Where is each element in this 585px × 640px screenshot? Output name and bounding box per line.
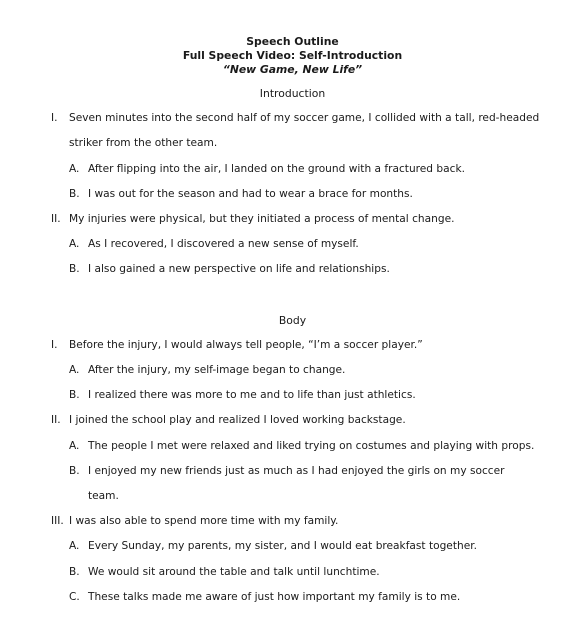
outline-subitem-text: These talks made me aware of just how important my family is to me. bbox=[88, 591, 461, 603]
outline-marker: I. bbox=[51, 112, 58, 124]
outline-marker: B. bbox=[69, 566, 80, 578]
outline-marker: A. bbox=[69, 440, 80, 452]
outline-item-text: I was also able to spend more time with my family. bbox=[69, 515, 339, 527]
outline-marker: B. bbox=[69, 188, 80, 200]
outline-subitem-text: The people I met were relaxed and liked trying on costumes and playing with props. bbox=[88, 440, 535, 452]
outline-subitem-text: I also gained a new perspective on life and relationships. bbox=[88, 263, 390, 275]
outline-marker: II. bbox=[51, 414, 61, 426]
title-speech-outline: Speech Outline bbox=[246, 35, 339, 48]
document-title-block bbox=[0, 35, 585, 77]
outline-marker: B. bbox=[69, 263, 80, 275]
outline-subitem-text: I realized there was more to me and to life than just athletics. bbox=[88, 389, 416, 401]
section-heading-introduction: Introduction bbox=[259, 87, 326, 100]
outline-subitem-text: I enjoyed my new friends just as much as I had enjoyed the girls on my soccer bbox=[88, 465, 505, 477]
title-full-speech-video: Full Speech Video: Self-Introduction bbox=[182, 49, 403, 62]
outline-item-text: I joined the school play and realized I loved working backstage. bbox=[69, 414, 406, 426]
outline-marker: A. bbox=[69, 163, 80, 175]
outline-marker: B. bbox=[69, 389, 80, 401]
outline-item-text: Before the injury, I would always tell people, “I’m a soccer player.” bbox=[69, 339, 423, 351]
outline-subitem-text: Every Sunday, my parents, my sister, and I would eat breakfast together. bbox=[88, 540, 477, 552]
outline-subitem-text: I was out for the season and had to wear a brace for months. bbox=[88, 188, 413, 200]
outline-subitem-text: We would sit around the table and talk until lunchtime. bbox=[88, 566, 380, 578]
outline-marker: B. bbox=[69, 465, 80, 477]
outline-subitem-text: After the injury, my self-image began to change. bbox=[88, 364, 346, 376]
outline-marker: II. bbox=[51, 213, 61, 225]
outline-marker: A. bbox=[69, 540, 80, 552]
outline-marker: I. bbox=[51, 339, 58, 351]
outline-marker: C. bbox=[69, 591, 80, 603]
outline-subitem-text: As I recovered, I discovered a new sense of myself. bbox=[88, 238, 359, 250]
outline-subitem-text-continued: team. bbox=[88, 490, 119, 502]
outline-item-text-continued: striker from the other team. bbox=[69, 137, 218, 149]
outline-subitem-text: After flipping into the air, I landed on the ground with a fractured back. bbox=[88, 163, 465, 175]
outline-marker: A. bbox=[69, 364, 80, 376]
title-speech-name: “New Game, New Life” bbox=[222, 63, 363, 76]
outline-marker: A. bbox=[69, 238, 80, 250]
outline-item-text: Seven minutes into the second half of my soccer game, I collided with a tall, red-headed bbox=[69, 112, 540, 124]
outline-marker: III. bbox=[51, 515, 64, 527]
outline-item-text: My injuries were physical, but they initiated a process of mental change. bbox=[69, 213, 455, 225]
section-heading-body: Body bbox=[278, 314, 307, 327]
